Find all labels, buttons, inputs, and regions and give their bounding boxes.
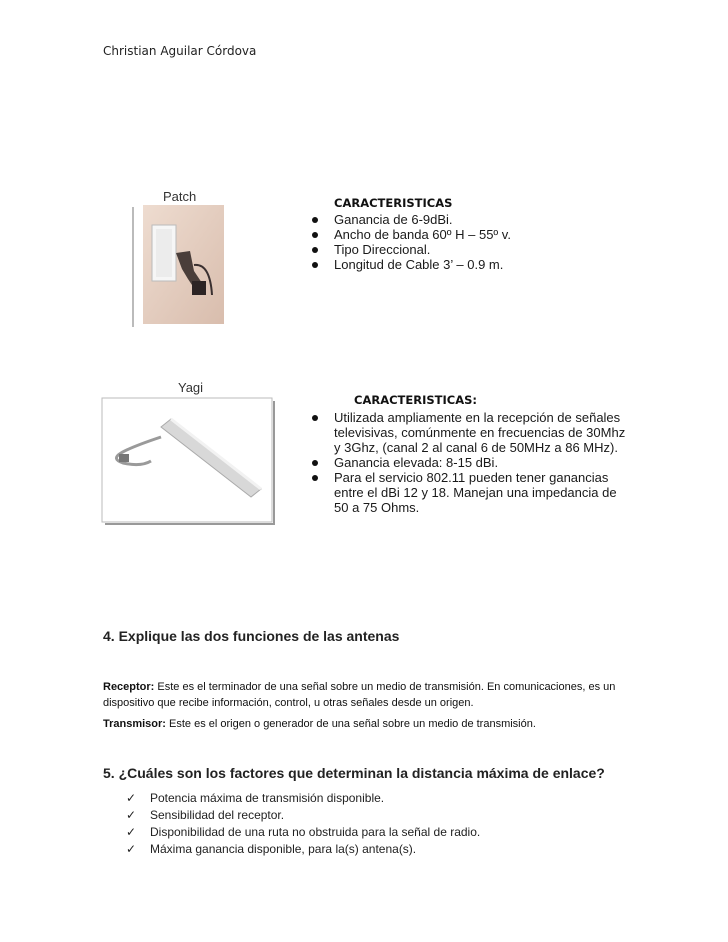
bullet-icon — [312, 232, 318, 238]
list-item: ✓ Disponibilidad de una ruta no obstruida para la señal de radio. — [126, 825, 481, 839]
transmisor-text: Este es el origen o generador de una señal sobre un medio de transmisión. — [165, 718, 536, 730]
checkmark-icon: ✓ — [126, 842, 137, 856]
page-header-author: Christian Aguilar Córdova — [103, 44, 257, 58]
patch-antenna-image — [132, 205, 224, 329]
bullet-icon — [312, 247, 318, 253]
list-item: Utilizada ampliamente en la recepción de señales televisivas, comúnmente en frecuencias de 30Mhz y 3Ghz, (canal 2 al canal 6 de 50MHz a 86 MHz). — [308, 410, 630, 455]
list-item: ✓ Potencia máxima de transmisión disponible. — [126, 791, 385, 805]
bullet-icon — [312, 475, 318, 481]
bullet-icon — [312, 460, 318, 466]
yagi-characteristics-title: CARACTERISTICAS: — [354, 393, 477, 407]
patch-characteristics-list — [308, 212, 638, 272]
question-5-heading: 5. ¿Cuáles son los factores que determinan la distancia máxima de enlace? — [103, 765, 605, 781]
patch-characteristics-title: CARACTERISTICAS — [334, 196, 453, 210]
list-item: ✓ Sensibilidad del receptor. — [126, 808, 285, 822]
yagi-antenna-image — [101, 397, 277, 527]
transmisor-paragraph — [103, 716, 623, 732]
list-item: Longitud de Cable 3’ – 0.9 m. — [308, 257, 638, 272]
list-item: ✓ Máxima ganancia disponible, para la(s) antena(s). — [126, 842, 417, 856]
question-4-heading: 4. Explique las dos funciones de las antenas — [103, 628, 400, 644]
checkmark-icon: ✓ — [126, 825, 137, 839]
bullet-icon — [312, 262, 318, 268]
transmisor-label: Transmisor: — [103, 718, 166, 730]
receptor-text: Este es el terminador de una señal sobre un medio de transmisión. En comunicaciones, es un dispositivo que recibe información, control, u otras señales desde un origen. — [103, 681, 616, 709]
bullet-icon — [312, 415, 318, 421]
factors-list — [124, 790, 604, 858]
bullet-icon — [312, 217, 318, 223]
list-item: Ganancia elevada: 8-15 dBi. — [308, 455, 630, 470]
yagi-characteristics-list — [308, 410, 630, 515]
checkmark-icon: ✓ — [126, 808, 137, 822]
checkmark-icon: ✓ — [126, 791, 137, 805]
list-item: Tipo Direccional. — [308, 242, 638, 257]
list-item: Ancho de banda 60º H – 55º v. — [308, 227, 638, 242]
receptor-label: Receptor: — [103, 681, 155, 693]
receptor-paragraph — [103, 679, 623, 711]
patch-caption: Patch — [163, 189, 197, 204]
list-item: Para el servicio 802.11 pueden tener ganancias entre el dBi 12 y 18. Manejan una impedancia de 50 a 75 Ohms. — [308, 470, 630, 515]
list-item: Ganancia de 6-9dBi. — [308, 212, 638, 227]
yagi-caption: Yagi — [178, 380, 204, 395]
